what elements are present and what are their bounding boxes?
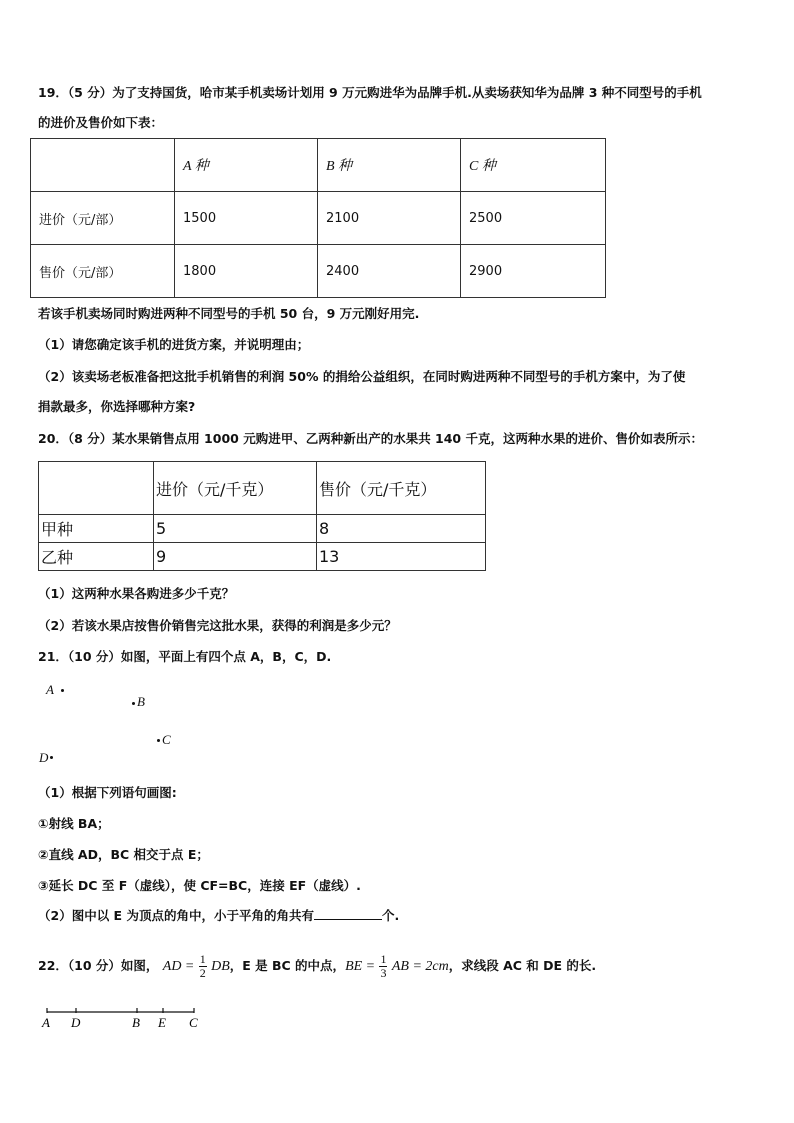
table-cell: 5 xyxy=(154,515,317,543)
q20-fruit-table xyxy=(38,461,486,571)
table-cell: 1800 xyxy=(175,245,318,298)
table-header-price: 售价（元/千克） xyxy=(317,462,486,515)
q22-eq1-fraction xyxy=(199,953,207,980)
table-cell xyxy=(31,139,175,192)
q20-sub2: （2）若该水果店按售价销售完这批水果，获得的利润是多少元？ xyxy=(38,618,397,633)
q22-eq1-lhs: AD = xyxy=(162,959,195,974)
q19-after: 若该手机卖场同时购进两种不同型号的手机 50 台，9 万元刚好用完. xyxy=(38,306,420,321)
q19-sub2a: （2）该卖场老板准备把这批手机销售的利润 50% 的捐给公益组织，在同时购进两种不同型号的手机方案中，为了使 xyxy=(38,369,686,384)
q22-line xyxy=(38,952,596,981)
row-label-jia: 甲种 xyxy=(39,515,154,543)
table-cell: 2100 xyxy=(318,192,461,245)
q22-eq2-fraction xyxy=(379,953,387,980)
point-label-b: B xyxy=(137,694,145,709)
label-c: C xyxy=(189,1015,198,1030)
q19-sub1: （1）请您确定该手机的进货方案，并说明理由； xyxy=(38,337,310,352)
q22-post: ，求线段 AC 和 DE 的长. xyxy=(448,958,597,973)
fraction-denominator: 3 xyxy=(380,966,387,980)
q21-sub1: （1）根据下列语句画图: xyxy=(38,785,177,800)
fraction-numerator: 1 xyxy=(380,952,387,966)
point-dot-a xyxy=(61,689,64,692)
table-cell: 1500 xyxy=(175,192,318,245)
label-a: A xyxy=(42,1015,50,1030)
table-header-b: B 种 xyxy=(318,139,461,192)
q21-step2: ②直线 AD，BC 相交于点 E； xyxy=(38,847,209,862)
label-b: B xyxy=(132,1015,140,1030)
table-header-cost: 进价（元/千克） xyxy=(154,462,317,515)
row-label-yi: 乙种 xyxy=(39,543,154,571)
q19-line2: 的进价及售价如下表： xyxy=(38,115,164,130)
label-d: D xyxy=(71,1015,81,1030)
fraction-numerator: 1 xyxy=(199,952,206,966)
table-cell: 2900 xyxy=(461,245,606,298)
q20-sub1: （1）这两种水果各购进多少千克？ xyxy=(38,586,235,601)
point-label-c: C xyxy=(162,732,171,747)
q21-sub2-pre: （2）图中以 E 为顶点的角中，小于平角的角共有 xyxy=(38,908,314,923)
q21-line1: 21．（10 分）如图，平面上有四个点 A，B，C，D. xyxy=(38,649,332,664)
table-cell: 13 xyxy=(317,543,486,571)
table-cell: 2500 xyxy=(461,192,606,245)
table-cell xyxy=(39,462,154,515)
table-row xyxy=(39,515,486,543)
q19-line1: 19．（5 分）为了支持国货，哈市某手机卖场计划用 9 万元购进华为品牌手机.从卖场获知华为品牌 3 种不同型号的手机 xyxy=(38,85,702,100)
table-row xyxy=(31,245,606,298)
table-cell: 9 xyxy=(154,543,317,571)
q21-step1: ①射线 BA； xyxy=(38,816,110,831)
q22-mid: ，E 是 BC 的中点， xyxy=(229,958,346,973)
table-row xyxy=(39,543,486,571)
table-cell: 8 xyxy=(317,515,486,543)
q22-eq2-rhs: AB = 2cm xyxy=(391,959,449,974)
q21-sub2-post: 个. xyxy=(381,908,400,923)
point-dot-d xyxy=(50,756,53,759)
q22-eq2-lhs: BE = xyxy=(345,959,376,974)
q19-sub2b: 捐款最多，你选择哪种方案? xyxy=(38,399,196,414)
row-label-cost: 进价（元/部） xyxy=(31,192,175,245)
table-row xyxy=(31,192,606,245)
fraction-denominator: 2 xyxy=(199,966,206,980)
q21-step3: ③延长 DC 至 F（虚线），使 CF=BC，连接 EF（虚线）. xyxy=(38,878,361,893)
table-header-a: A 种 xyxy=(175,139,318,192)
q21-sub2 xyxy=(38,907,399,925)
q22-segment-figure xyxy=(38,1004,218,1034)
q20-line1: 20．（8 分）某水果销售点用 1000 元购进甲、乙两种新出产的水果共 140 千克，这两种水果的进价、售价如表所示： xyxy=(38,431,703,446)
table-cell: 2400 xyxy=(318,245,461,298)
table-row xyxy=(39,462,486,515)
row-label-price: 售价（元/部） xyxy=(31,245,175,298)
point-dot-c xyxy=(157,739,160,742)
point-dot-b xyxy=(132,702,135,705)
q22-pre: 22．（10 分）如图， xyxy=(38,958,159,973)
q22-eq1-rhs: DB xyxy=(211,959,230,974)
q19-price-table xyxy=(30,138,606,298)
table-header-c: C 种 xyxy=(461,139,606,192)
point-label-a: A xyxy=(46,682,54,697)
table-row xyxy=(31,139,606,192)
answer-blank[interactable] xyxy=(314,907,382,920)
point-label-d: D xyxy=(39,750,49,765)
label-e: E xyxy=(158,1015,166,1030)
